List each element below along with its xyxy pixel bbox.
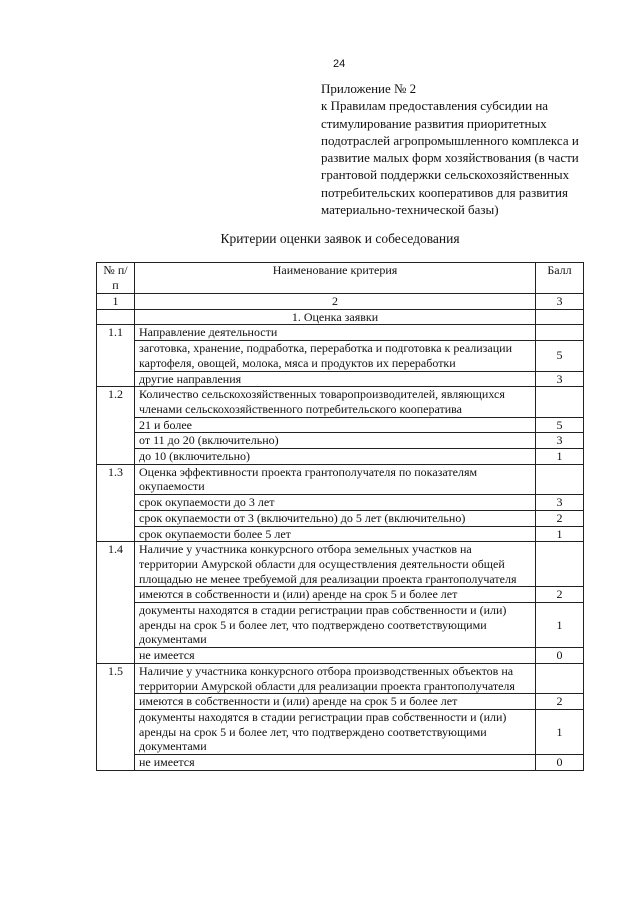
option-text: документы находятся в стадии регистрации прав собственности и (или) аренды на срок 5 и более лет, что подтверждено соответствующими документами — [135, 709, 536, 754]
option-row — [97, 648, 584, 664]
option-score: 3 — [536, 433, 584, 449]
option-row — [97, 603, 584, 648]
option-text: не имеется — [135, 755, 536, 771]
option-row — [97, 510, 584, 526]
appendix-line: к Правилам предоставления субсидии на — [321, 98, 549, 114]
appendix-line: грантовой поддержки сельскохозяйственных — [321, 167, 570, 183]
page-number: 24 — [333, 58, 346, 70]
option-row — [97, 495, 584, 511]
option-text: 21 и более — [135, 417, 536, 433]
option-score: 5 — [536, 417, 584, 433]
appendix-line: Приложение № 2 — [321, 81, 417, 96]
criterion-number: 1.3 — [97, 464, 135, 542]
appendix-line: стимулирование развития приоритетных — [321, 115, 547, 131]
option-row — [97, 755, 584, 771]
criterion-row — [97, 464, 584, 494]
option-text: заготовка, хранение, подработка, переработка и подготовка к реализации картофеля, овощей, молока, мяса и продуктов их переработки — [135, 341, 536, 371]
option-text: имеются в собственности и (или) аренде на срок 5 и более лет — [135, 587, 536, 603]
option-row — [97, 694, 584, 710]
criterion-row — [97, 542, 584, 587]
option-row — [97, 449, 584, 465]
section-title: 1. Оценка заявки — [135, 309, 536, 325]
criterion-number: 1.1 — [97, 325, 135, 387]
criterion-row — [97, 663, 584, 693]
criterion-row — [97, 387, 584, 417]
option-text: не имеется — [135, 648, 536, 664]
criterion-number: 1.4 — [97, 542, 135, 664]
option-text: до 10 (включительно) — [135, 449, 536, 465]
column-index: 2 — [135, 294, 536, 310]
criteria-table — [96, 262, 584, 771]
option-row — [97, 587, 584, 603]
option-row — [97, 433, 584, 449]
option-score: 0 — [536, 755, 584, 771]
table-header-row — [97, 263, 584, 294]
option-row — [97, 371, 584, 387]
criterion-title: Количество сельскохозяйственных товаропроизводителей, являющихся членами сельскохозяйственного потребительского кооператива — [135, 387, 536, 417]
option-score: 2 — [536, 510, 584, 526]
option-text: срок окупаемости от 3 (включительно) до 5 лет (включительно) — [135, 510, 536, 526]
criterion-title: Наличие у участника конкурсного отбора земельных участков на территории Амурской области для осуществления деятельности общей площадью не менее требуемой для реализации проекта грантополучателя — [135, 542, 536, 587]
option-score: 1 — [536, 709, 584, 754]
option-text: от 11 до 20 (включительно) — [135, 433, 536, 449]
option-row — [97, 526, 584, 542]
option-text: срок окупаемости более 5 лет — [135, 526, 536, 542]
option-score: 3 — [536, 495, 584, 511]
appendix-line: развитие малых форм хозяйствования (в части — [321, 150, 579, 166]
criterion-number: 1.2 — [97, 387, 135, 465]
section-row — [97, 309, 584, 325]
column-index-row — [97, 294, 584, 310]
criterion-title: Направление деятельности — [135, 325, 536, 341]
option-score: 2 — [536, 694, 584, 710]
column-index: 3 — [536, 294, 584, 310]
option-score: 1 — [536, 449, 584, 465]
criterion-number: 1.5 — [97, 663, 135, 770]
criteria-body — [97, 325, 584, 770]
option-row — [97, 417, 584, 433]
option-text: документы находятся в стадии регистрации прав собственности и (или) аренды на срок 5 и более лет, что подтверждено соответствующими документами — [135, 603, 536, 648]
document-title: Критерии оценки заявок и собеседования — [220, 231, 460, 246]
criterion-title: Наличие у участника конкурсного отбора производственных объектов на территории Амурской области для реализации проекта грантополучателя — [135, 663, 536, 693]
header-score: Балл — [536, 263, 584, 294]
appendix-line: потребительских кооперативов для развития — [321, 184, 568, 200]
criterion-title: Оценка эффективности проекта грантополучателя по показателям окупаемости — [135, 464, 536, 494]
criterion-row — [97, 325, 584, 341]
option-score: 2 — [536, 587, 584, 603]
option-text: срок окупаемости до 3 лет — [135, 495, 536, 511]
option-score: 1 — [536, 526, 584, 542]
option-row — [97, 341, 584, 371]
option-text: другие направления — [135, 371, 536, 387]
option-text: имеются в собственности и (или) аренде на срок 5 и более лет — [135, 694, 536, 710]
appendix-line: материально-технической базы) — [321, 202, 499, 218]
option-score: 0 — [536, 648, 584, 664]
option-row — [97, 709, 584, 754]
header-name: Наименование критерия — [135, 263, 536, 294]
header-num: № п/п — [97, 263, 135, 294]
option-score: 5 — [536, 341, 584, 371]
appendix-line: подотраслей агропромышленного комплекса и — [321, 132, 579, 148]
option-score: 3 — [536, 371, 584, 387]
appendix-block — [321, 80, 621, 218]
option-score: 1 — [536, 603, 584, 648]
column-index: 1 — [97, 294, 135, 310]
